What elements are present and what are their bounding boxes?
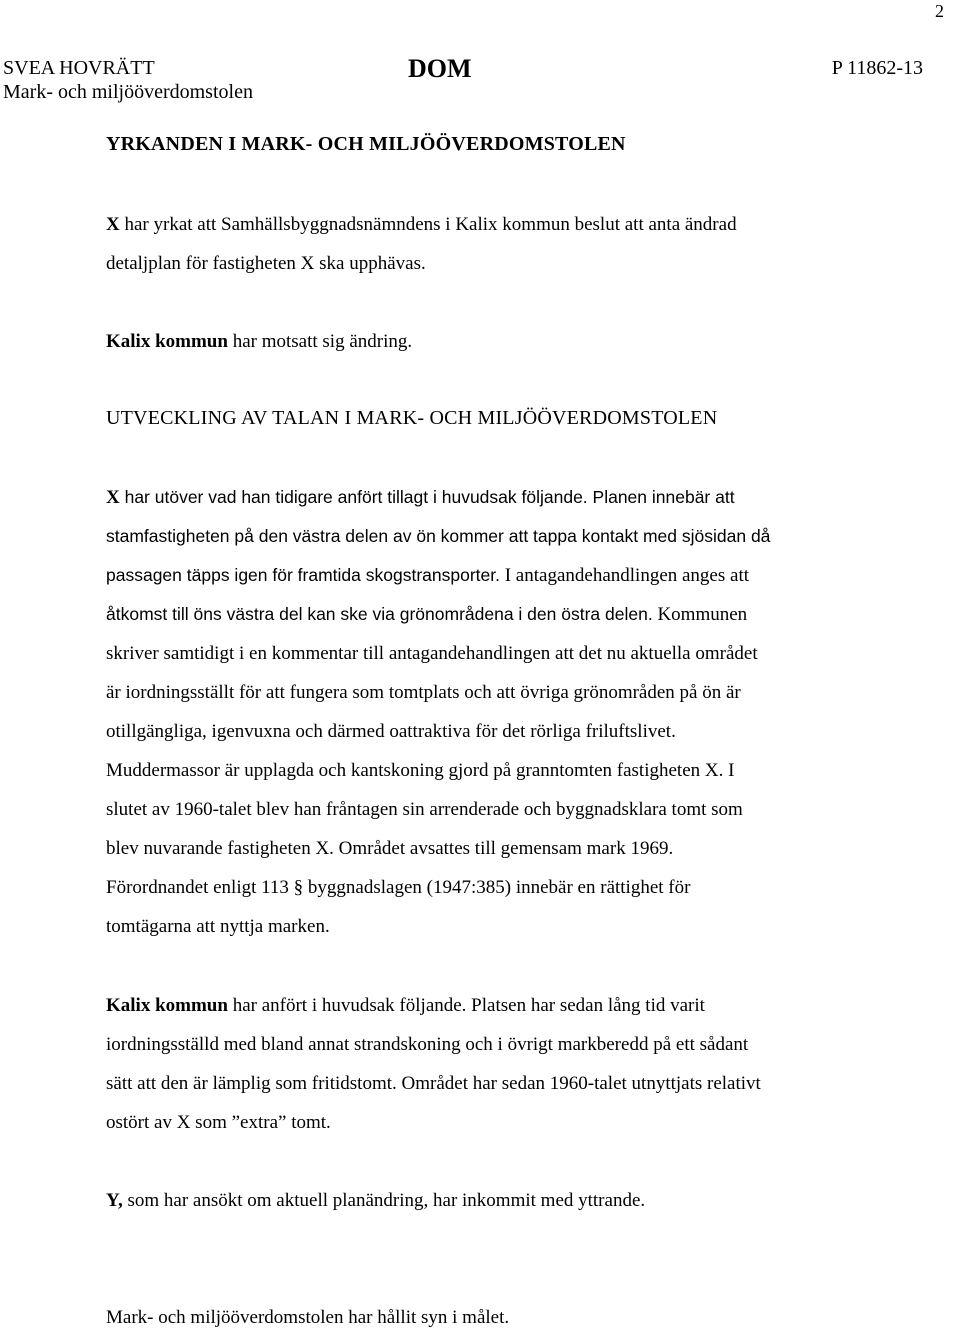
paragraph-development-x	[106, 478, 896, 946]
text-line	[106, 556, 896, 595]
text-line: iordningsställd med bland annat strandskoning och i övrigt markberedd på ett sådant	[106, 1034, 749, 1055]
text-line	[106, 478, 896, 517]
party-name: Kalix kommun	[106, 331, 228, 352]
paragraph-development-municipality	[106, 986, 896, 1142]
text-line	[106, 1181, 896, 1220]
text-fragment: har motsatt sig ändring.	[227, 331, 413, 352]
section-heading-development: UTVECKLING AV TALAN I MARK- OCH MILJÖÖVERDOMSTOLEN	[106, 407, 718, 429]
text-fragment: I antagandehandlingen anges att	[499, 565, 749, 586]
text-fragment: har yrkat att Samhällsbyggnadsnämndens i Kalix kommun beslut att anta ändrad	[119, 214, 737, 235]
party-name: X	[106, 214, 120, 235]
text-fragment: har anfört i huvudsak följande. Platsen har sedan lång tid varit	[227, 995, 705, 1016]
court-division: Mark- och miljööverdomstolen	[3, 81, 253, 103]
text-line: sätt att den är lämplig som fritidstomt. Området har sedan 1960-talet utnyttjats relativt	[106, 1073, 761, 1094]
paragraph-claim-municipality	[106, 322, 896, 361]
page-number: 2	[935, 1, 944, 21]
document-type: DOM	[408, 54, 472, 83]
text-line: blev nuvarande fastigheten X. Området avsattes till gemensam mark 1969.	[106, 838, 674, 859]
court-name: SVEA HOVRÄTT	[3, 57, 155, 79]
text-fragment: som har ansökt om aktuell planändring, har inkommit med yttrande.	[122, 1190, 646, 1211]
section-heading-claims: YRKANDEN I MARK- OCH MILJÖÖVERDOMSTOLEN	[106, 133, 626, 155]
text-line: ostört av X som ”extra” tomt.	[106, 1112, 331, 1133]
text-line: skriver samtidigt i en kommentar till antagandehandlingen att det nu aktuella området	[106, 643, 758, 664]
paragraph-claim-x	[106, 205, 896, 283]
party-name: X	[106, 487, 120, 508]
text-line	[106, 205, 896, 244]
text-line: detaljplan för fastigheten X ska upphävas.	[106, 253, 426, 274]
case-number: P 11862-13	[831, 57, 923, 79]
party-name: Y,	[106, 1190, 123, 1211]
text-line: stamfastigheten på den västra delen av ön kommer att tappa kontakt med sjösidan då	[106, 526, 771, 546]
text-fragment: passagen täpps igen för framtida skogstransporter.	[106, 565, 500, 585]
text-line: otillgängliga, igenvuxna och därmed oattraktiva för det rörliga friluftslivet.	[106, 721, 676, 742]
paragraph-inspection	[106, 1298, 896, 1337]
paragraph-applicant	[106, 1181, 896, 1220]
text-line: Muddermassor är upplagda och kantskoning gjord på granntomten fastigheten X. I	[106, 760, 735, 781]
text-line: är iordningsställt för att fungera som tomtplats och att övriga grönområden på ön är	[106, 682, 741, 703]
text-line: Förordnandet enligt 113 § byggnadslagen (1947:385) innebär en rättighet för	[106, 877, 691, 898]
text-line	[106, 595, 896, 634]
text-line: slutet av 1960-talet blev han fråntagen sin arrenderade och byggnadsklara tomt som	[106, 799, 743, 820]
text-fragment: Kommunen	[652, 604, 748, 625]
text-line: Mark- och miljööverdomstolen har hållit syn i målet.	[106, 1307, 510, 1328]
text-line	[106, 322, 896, 361]
text-fragment: åtkomst till öns västra del kan ske via grönområdena i den östra delen.	[106, 604, 653, 624]
text-line	[106, 986, 896, 1025]
text-line: tomtägarna att nyttja marken.	[106, 916, 330, 937]
party-name: Kalix kommun	[106, 995, 228, 1016]
text-fragment: har utöver vad han tidigare anfört tillagt i huvudsak följande. Planen innebär att	[119, 487, 735, 507]
